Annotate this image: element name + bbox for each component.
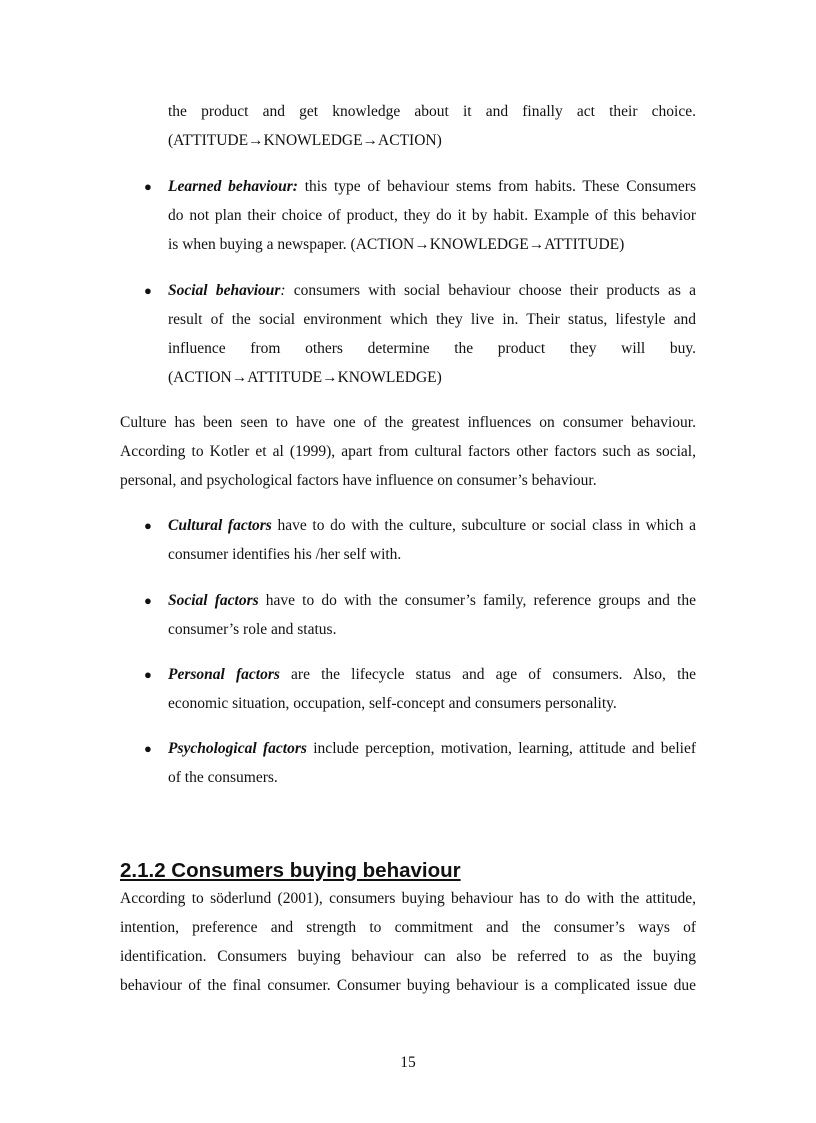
bullet-social-factors: ● [144, 593, 152, 608]
section-line-3: identification. Consumers buying behaviour can also be referred to as the buying [120, 948, 696, 965]
social-behaviour-line-1 [168, 281, 696, 301]
social-behaviour-colon: : [280, 282, 286, 299]
psychological-factors-text: include perception, motivation, learning, attitude and belief [306, 740, 696, 757]
bullet-personal-factors: ● [144, 667, 152, 682]
bullet-psychological-factors: ● [144, 741, 152, 756]
culture-paragraph-line-1: Culture has been seen to have one of the greatest influences on consumer behaviour. [120, 414, 696, 431]
social-behaviour-line-2: result of the social environment which they live in. Their status, lifestyle and [168, 311, 696, 328]
social-behaviour-term: Social behaviour [168, 282, 281, 299]
social-factors-line-2: consumer’s role and status. [168, 621, 337, 638]
personal-factors-term: Personal factors [168, 666, 280, 683]
personal-factors-text: are the lifecycle status and age of consumers. Also, the [279, 666, 696, 683]
learned-behaviour-line-3: is when buying a newspaper. (ACTION→KNOWLEDGE→ATTITUDE) [168, 236, 625, 253]
section-line-2: intention, preference and strength to commitment and the consumer’s ways of [120, 919, 696, 936]
section-heading: 2.1.2 Consumers buying behaviour [120, 859, 461, 882]
bullet-learned-behaviour: ● [144, 179, 152, 194]
cultural-factors-line-1 [168, 516, 696, 536]
social-factors-term: Social factors [168, 592, 259, 609]
social-behaviour-line-4: (ACTION→ATTITUDE→KNOWLEDGE) [168, 369, 442, 386]
page-number: 15 [400, 1054, 416, 1071]
bullet-cultural-factors: ● [144, 518, 152, 533]
social-behaviour-line-3: influence from others determine the product they will buy. [168, 340, 696, 357]
culture-paragraph-line-2: According to Kotler et al (1999), apart from cultural factors other factors such as social, [120, 443, 696, 460]
learned-behaviour-line-1 [168, 177, 696, 197]
cultural-factors-text: have to do with the culture, subculture or social class in which a [271, 517, 696, 534]
learned-behaviour-term: Learned behaviour: [168, 178, 298, 195]
learned-behaviour-line-2: do not plan their choice of product, they do it by habit. Example of this behavior [168, 207, 696, 224]
social-factors-text: have to do with the consumer’s family, reference groups and the [258, 592, 696, 609]
social-factors-line-1 [168, 591, 696, 611]
psychological-factors-term: Psychological factors [168, 740, 307, 757]
section-line-4: behaviour of the final consumer. Consumer buying behaviour is a complicated issue due [120, 977, 696, 994]
learned-behaviour-text: this type of behaviour stems from habits. These Consumers [297, 178, 696, 195]
intro-line-1: the product and get knowledge about it and finally act their choice. [168, 103, 696, 120]
social-behaviour-text: consumers with social behaviour choose their products as a [285, 282, 696, 299]
psychological-factors-line-2: of the consumers. [168, 769, 278, 786]
culture-paragraph-line-3: personal, and psychological factors have influence on consumer’s behaviour. [120, 472, 597, 489]
psychological-factors-line-1 [168, 739, 696, 759]
bullet-social-behaviour: ● [144, 283, 152, 298]
section-line-1: According to söderlund (2001), consumers buying behaviour has to do with the attitude, [120, 890, 696, 907]
cultural-factors-line-2: consumer identifies his /her self with. [168, 546, 402, 563]
personal-factors-line-1 [168, 665, 696, 685]
intro-line-2: (ATTITUDE→KNOWLEDGE→ACTION) [168, 132, 442, 149]
personal-factors-line-2: economic situation, occupation, self-concept and consumers personality. [168, 695, 617, 712]
cultural-factors-term: Cultural factors [168, 517, 272, 534]
